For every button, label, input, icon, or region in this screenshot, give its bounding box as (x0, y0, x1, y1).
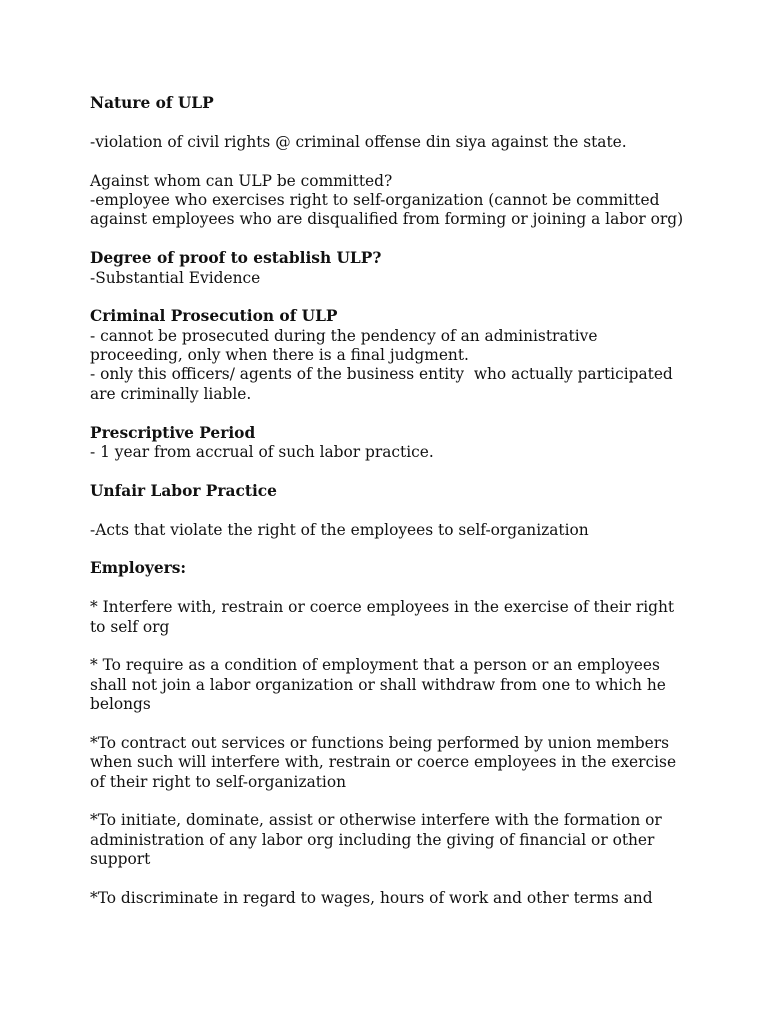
employer-item-line: * To require as a condition of employment that a person or an employees (90, 656, 660, 675)
heading-unfair-labor-practice: Unfair Labor Practice (90, 481, 277, 500)
criminal-text-line: are criminally liable. (90, 384, 252, 403)
criminal-text-line: - cannot be prosecuted during the pendency of an administrative (90, 326, 598, 345)
spacer (90, 288, 690, 307)
spacer (90, 230, 690, 249)
against-whom-question: Against whom can ULP be committed? (90, 171, 393, 190)
employer-item-line: when such will interfere with, restrain or coerce employees in the exercise (90, 753, 677, 772)
spacer (90, 792, 690, 811)
spacer (90, 715, 690, 734)
employer-item-line: *To initiate, dominate, assist or otherwise interfere with the formation or (90, 811, 662, 830)
employer-item-line: support (90, 850, 151, 869)
degree-text: -Substantial Evidence (90, 268, 261, 287)
employer-item-line: administration of any labor org including the giving of financial or other (90, 830, 655, 849)
heading-criminal-prosecution: Criminal Prosecution of ULP (90, 307, 338, 326)
employer-item-line: *To discriminate in regard to wages, hours of work and other terms and (90, 889, 653, 908)
criminal-text-line: - only this officers/ agents of the business entity who actually participated (90, 365, 673, 384)
heading-degree-of-proof: Degree of proof to establish ULP? (90, 249, 382, 268)
employer-item-line: *To contract out services or functions being performed by union members (90, 733, 670, 752)
nature-text: -violation of civil rights @ criminal offense din siya against the state. (90, 132, 627, 151)
spacer (90, 637, 690, 656)
employer-item-line: to self org (90, 617, 170, 636)
spacer (90, 540, 690, 559)
employer-item-line: belongs (90, 695, 151, 714)
document-page (90, 94, 690, 908)
spacer (90, 113, 690, 132)
heading-employers: Employers: (90, 559, 187, 578)
heading-nature-of-ulp: Nature of ULP (90, 94, 214, 112)
spacer (90, 870, 690, 889)
spacer (90, 404, 690, 423)
spacer (90, 462, 690, 481)
against-whom-answer-line: -employee who exercises right to self-organization (cannot be committed (90, 190, 660, 209)
employer-item-line: shall not join a labor organization or shall withdraw from one to which he (90, 675, 666, 694)
prescriptive-text: - 1 year from accrual of such labor practice. (90, 443, 434, 462)
spacer (90, 579, 690, 598)
criminal-text-line: proceeding, only when there is a final judgment. (90, 346, 469, 365)
heading-prescriptive-period: Prescriptive Period (90, 423, 256, 442)
against-whom-answer-line: against employees who are disqualified from forming or joining a labor org) (90, 210, 684, 229)
spacer (90, 501, 690, 520)
employer-item-line: of their right to self-organization (90, 772, 347, 791)
employer-item-line: * Interfere with, restrain or coerce employees in the exercise of their right (90, 598, 675, 617)
spacer (90, 152, 690, 171)
unfair-text: -Acts that violate the right of the employees to self-organization (90, 520, 589, 539)
